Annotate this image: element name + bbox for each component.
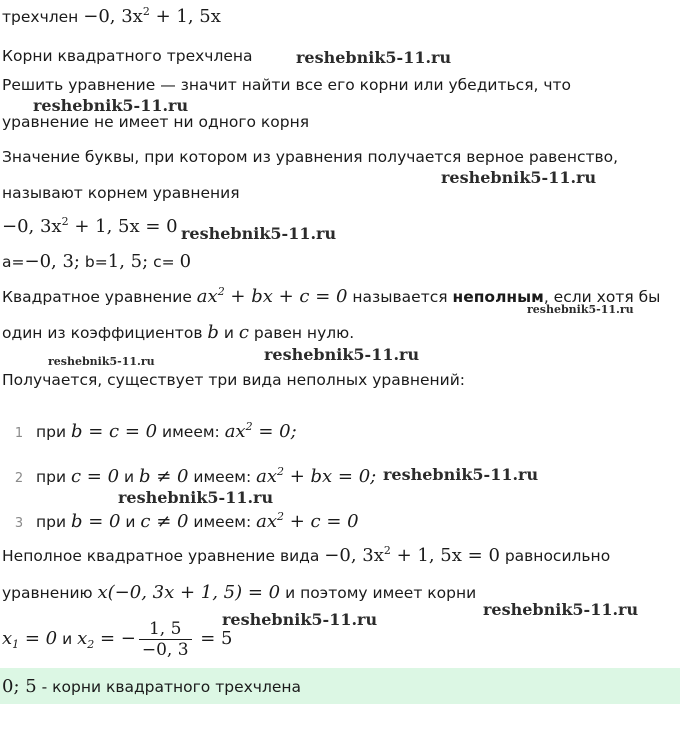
type-2-number: 2 xyxy=(14,471,24,486)
definition-1-line-1: Решить уравнение — значит найти все его корни или убедиться, что xyxy=(2,76,572,94)
type-2-and: и xyxy=(119,468,139,486)
fraction-numerator: 1, 5 xyxy=(139,619,192,640)
equiv-equation xyxy=(324,545,500,566)
roots-and: и xyxy=(57,630,78,648)
type-3-eq-main: ax xyxy=(256,511,277,532)
type-3-pre: при xyxy=(36,513,71,531)
equivalence-line-2 xyxy=(2,582,476,604)
type-2-pre: при xyxy=(36,468,71,486)
root-x1-value: = 0 xyxy=(19,628,58,649)
equation-b: + 1, 5x = 0 xyxy=(68,216,178,237)
type-3-equation xyxy=(256,511,358,532)
roots-line xyxy=(2,616,233,662)
incomplete-line2-b: и xyxy=(218,324,239,342)
type-1-mid: имеем: xyxy=(157,423,225,441)
coef-a-value: −0, 3; xyxy=(24,251,80,272)
type-1-number: 1 xyxy=(14,426,24,441)
coef-a-label: a= xyxy=(2,253,25,271)
watermark: reshebnik5-11.ru xyxy=(222,610,378,629)
equiv-line2-a: уравнению xyxy=(2,584,98,602)
equiv-line2-b: и поэтому имеет корни xyxy=(280,584,477,602)
type-2-mid: имеем: xyxy=(188,468,257,486)
watermark: reshebnik5-11.ru xyxy=(527,303,634,316)
type-3-eq-exp: 2 xyxy=(276,510,284,523)
coef-b-label: b= xyxy=(80,253,108,271)
type-2-condition-a: c = 0 xyxy=(70,466,120,487)
type-3-condition-a: b = 0 xyxy=(70,511,121,532)
equivalence-line-1 xyxy=(2,545,610,567)
equiv-eq-rest: + 1, 5x = 0 xyxy=(390,545,500,566)
fraction-denominator: −0, 3 xyxy=(141,640,189,660)
definition-2-line-1: Значение буквы, при котором из уравнения получается верное равенство, xyxy=(2,148,619,166)
watermark: reshebnik5-11.ru xyxy=(264,345,420,364)
incomplete-eq-exp: 2 xyxy=(217,285,225,298)
answer-box xyxy=(0,668,680,704)
incomplete-line2-a: один из коэффициентов xyxy=(2,324,208,342)
type-3-condition-b: c ≠ 0 xyxy=(140,511,189,532)
definition-1-line-2: уравнение не имеет ни одного корня xyxy=(2,113,310,131)
type-3-and: и xyxy=(120,513,141,531)
coef-b-value: 1, 5; xyxy=(107,251,149,272)
coefficients-line xyxy=(2,251,191,273)
incomplete-text-2: называется xyxy=(347,288,453,306)
header-expr-main: −0, 3x xyxy=(83,6,143,27)
equiv-factored-equation: x(−0, 3x + 1, 5) = 0 xyxy=(97,582,281,603)
definition-2-line-2: называют корнем уравнения xyxy=(2,184,240,202)
incomplete-bold-term: неполным xyxy=(452,288,544,306)
coef-c-value: 0 xyxy=(179,251,192,272)
incomplete-text-3: , если хотя бы xyxy=(543,288,661,306)
watermark: reshebnik5-11.ru xyxy=(483,600,639,619)
root-fraction xyxy=(139,619,192,660)
watermark: reshebnik5-11.ru xyxy=(441,168,597,187)
type-2-eq-rest: + bx = 0; xyxy=(283,466,377,487)
root-x1-var: x xyxy=(2,628,13,649)
root-result: = 5 xyxy=(194,628,233,649)
root-x1 xyxy=(2,628,57,649)
equation-exp: 2 xyxy=(61,215,69,228)
equiv-text-1: Неполное квадратное уравнение вида xyxy=(2,547,325,565)
incomplete-text-1: Квадратное уравнение xyxy=(2,288,197,306)
equiv-eq-exp: 2 xyxy=(383,544,391,557)
type-3-number: 3 xyxy=(14,516,24,531)
type-3-mid: имеем: xyxy=(188,513,257,531)
type-2-eq-main: ax xyxy=(256,466,277,487)
incomplete-line-2 xyxy=(2,322,354,344)
root-x2 xyxy=(77,628,136,649)
types-intro: Получается, существует три вида неполных уравнений: xyxy=(2,371,466,389)
header-expr-rest: + 1, 5x xyxy=(149,6,221,27)
watermark: reshebnik5-11.ru xyxy=(33,96,189,115)
type-1-eq-rest: = 0; xyxy=(252,421,297,442)
watermark: reshebnik5-11.ru xyxy=(296,48,452,67)
header-exp: 2 xyxy=(142,5,150,18)
type-1-pre: при xyxy=(36,423,71,441)
main-equation xyxy=(2,216,178,238)
type-2-equation xyxy=(256,466,376,487)
watermark: reshebnik5-11.ru xyxy=(383,465,539,484)
incomplete-line2-c: равен нулю. xyxy=(248,324,355,342)
type-1-condition: b = c = 0 xyxy=(70,421,158,442)
header-line xyxy=(2,6,221,28)
root-x2-var: x xyxy=(77,628,88,649)
answer-text: - корни квадратного трехчлена xyxy=(36,678,302,696)
incomplete-eq-main: ax xyxy=(196,286,218,307)
watermark: reshebnik5-11.ru xyxy=(181,224,337,243)
type-2-eq-exp: 2 xyxy=(276,465,284,478)
type-1-eq-exp: 2 xyxy=(245,420,253,433)
type-3-eq-rest: + c = 0 xyxy=(283,511,359,532)
watermark: reshebnik5-11.ru xyxy=(118,488,274,507)
type-1-equation xyxy=(225,421,297,442)
equiv-eq-main: −0, 3x xyxy=(324,545,384,566)
type-item-2 xyxy=(2,466,376,490)
header-prefix: трехчлен xyxy=(2,8,79,26)
root-x2-mid: = − xyxy=(94,628,136,649)
coef-c-label: c= xyxy=(148,253,180,271)
type-item-3 xyxy=(2,511,359,535)
root-x2-sub: 2 xyxy=(87,638,95,651)
incomplete-var-b: b xyxy=(207,322,219,343)
watermark: reshebnik5-11.ru xyxy=(48,355,155,368)
type-item-1 xyxy=(2,421,297,445)
answer-line xyxy=(2,676,301,698)
root-x1-sub: 1 xyxy=(12,638,20,651)
type-2-condition-b: b ≠ 0 xyxy=(138,466,189,487)
incomplete-equation xyxy=(197,286,348,307)
incomplete-eq-rest: + bx + c = 0 xyxy=(224,286,348,307)
incomplete-var-c: c xyxy=(238,322,249,343)
section-title: Корни квадратного трехчлена xyxy=(2,47,253,65)
answer-math: 0; 5 xyxy=(2,676,37,697)
equiv-text-2: равносильно xyxy=(499,547,611,565)
header-expression xyxy=(83,6,221,27)
equation-a: −0, 3x xyxy=(2,216,62,237)
type-1-eq-main: ax xyxy=(224,421,246,442)
